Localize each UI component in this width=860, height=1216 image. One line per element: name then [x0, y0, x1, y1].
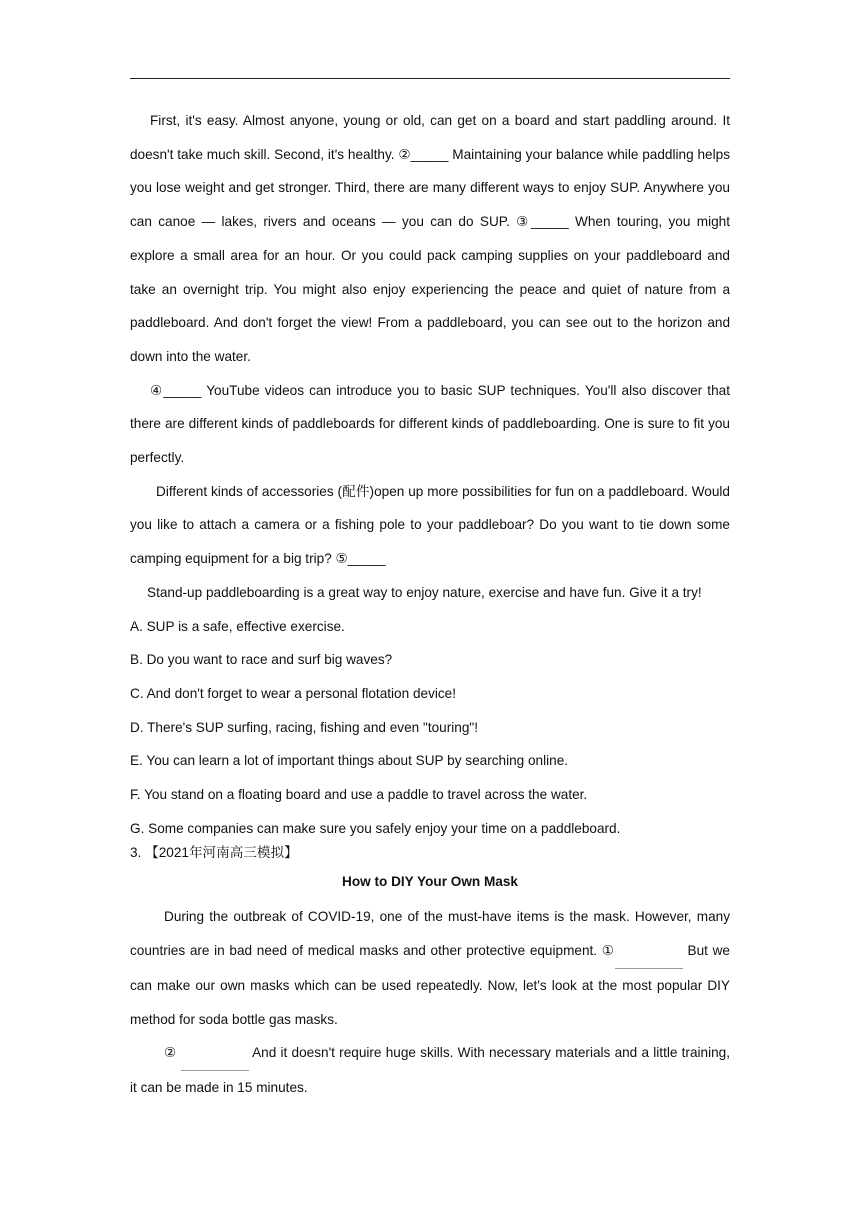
- mask-method-text: And it doesn't require huge skills. With necessary materials and a little training, it can be made in 15 minutes.: [130, 1045, 731, 1095]
- paragraph-mask-intro: [130, 900, 730, 1036]
- option-f: F. You stand on a floating board and use a paddle to travel across the water.: [130, 787, 588, 803]
- passage-title: How to DIY Your Own Mask: [342, 874, 518, 890]
- option-c: C. And don't forget to wear a personal flotation device!: [130, 685, 457, 701]
- blank-marker-2: ②: [164, 1045, 177, 1061]
- option-a: A. SUP is a safe, effective exercise.: [130, 618, 345, 634]
- paragraph-conclusion: Stand-up paddleboarding is a great way to enjoy nature, exercise and have fun. Give it a try!: [147, 584, 702, 600]
- option-e: E. You can learn a lot of important things about SUP by searching online.: [130, 753, 569, 769]
- paragraph-accessories: Different kinds of accessories (配件)open up more possibilities for fun on a paddleboard. Would you like to attach a camera or a fishing pole to your paddleboar? Do you want to tie down some camping equipment for a big trip? ⑤_____: [130, 483, 730, 567]
- mask-intro-text-cont: But we can make our own masks which can be used repeatedly. Now, let's look at the most popular DIY method for soda bottle gas masks.: [130, 943, 730, 1027]
- question-heading: 3. 【2021年河南高三模拟】: [130, 845, 298, 861]
- answer-blank-2: [181, 1036, 249, 1071]
- answer-blank-1: [615, 934, 683, 969]
- paragraph-learn-online: ④_____ YouTube videos can introduce you to basic SUP techniques. You'll also discover that there are different kinds of paddleboards for different kinds of paddleboarding. One is sure to fit you perfectly.: [130, 382, 730, 466]
- options-list: [130, 610, 730, 846]
- document-body: [130, 104, 730, 1105]
- header-rule: [130, 78, 730, 79]
- option-d: D. There's SUP surfing, racing, fishing and even "touring"!: [130, 719, 478, 735]
- paragraph-mask-method: [130, 1036, 730, 1104]
- option-g: G. Some companies can make sure you safely enjoy your time on a paddleboard.: [130, 820, 621, 836]
- mask-intro-text: During the outbreak of COVID-19, one of the must-have items is the mask. However, many countries are in bad need of medical masks and other protective equipment. ①: [130, 909, 730, 959]
- paragraph-sup-reasons: First, it's easy. Almost anyone, young or old, can get on a board and start paddling around. It doesn't take much skill. Second, it's healthy. ②_____ Maintaining your balance while paddling helps you lose weight and get stronger. Third, there are many different ways to enjoy SUP. Anywhere you can canoe — lakes, rivers and oceans — you can do SUP. ③_____ When touring, you might explore a small area for an hour. Or you could pack camping supplies on your paddleboard and take an overnight trip. You might also enjoy experiencing the peace and quiet of nature from a paddleboard. And don't forget the view! From a paddleboard, you can see out to the horizon and down into the water.: [130, 113, 730, 364]
- option-b: B. Do you want to race and surf big waves?: [130, 652, 393, 668]
